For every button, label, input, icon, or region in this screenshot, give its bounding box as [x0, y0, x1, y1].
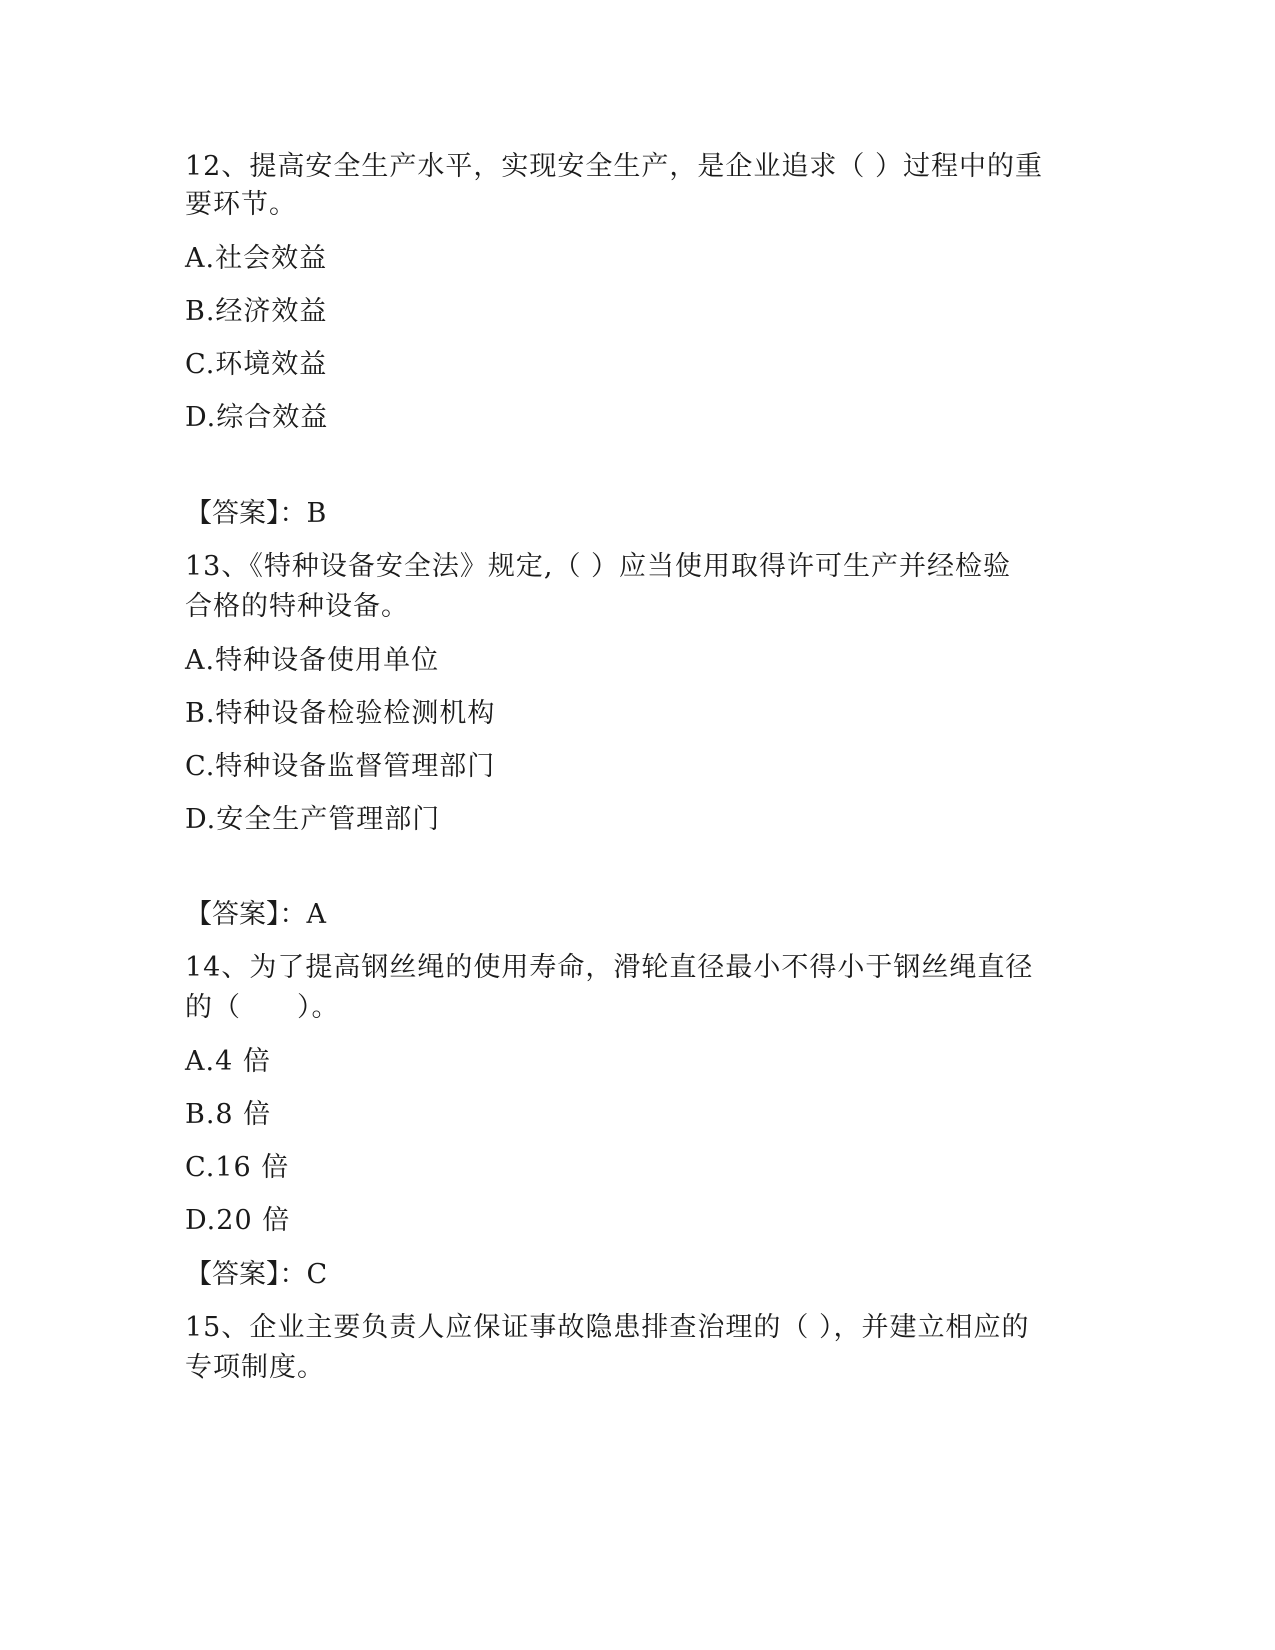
question-13-stem-line-1: 13、《特种设备安全法》规定,（ ）应当使用取得许可生产并经检验	[185, 551, 1012, 582]
question-12-option-b: B.经济效益	[185, 296, 328, 327]
question-12-stem-line-1: 12、提高安全生产水平，实现安全生产，是企业追求（ ）过程中的重	[185, 151, 1043, 182]
answer-label: 【答案】：	[185, 1259, 307, 1290]
question-15-stem-line-2: 专项制度。	[185, 1352, 325, 1383]
question-13-option-c: C.特种设备监督管理部门	[185, 751, 496, 782]
question-14-option-a: A.4 倍	[185, 1046, 271, 1077]
question-14-stem-line-1: 14、为了提高钢丝绳的使用寿命，滑轮直径最小不得小于钢丝绳直径	[185, 952, 1034, 983]
question-13-option-b: B.特种设备检验检测机构	[185, 698, 496, 729]
answer-value: C	[306, 1259, 329, 1290]
question-13-option-a: A.特种设备使用单位	[185, 645, 440, 676]
question-14-option-b: B.8 倍	[185, 1099, 272, 1130]
question-12-option-c: C.环境效益	[185, 349, 328, 380]
question-14-option-d: D.20 倍	[185, 1205, 291, 1236]
question-14-answer	[185, 1258, 328, 1292]
question-15-stem-line-1: 15、企业主要负责人应保证事故隐患排查治理的（ ），并建立相应的	[185, 1312, 1030, 1343]
question-14-option-c: C.16 倍	[185, 1152, 290, 1183]
question-14-stem-line-2: 的（ ）。	[185, 992, 340, 1023]
question-13-option-d: D.安全生产管理部门	[185, 804, 441, 835]
answer-label: 【答案】：	[185, 498, 307, 529]
question-12-answer	[185, 497, 327, 531]
question-12-option-a: A.社会效益	[185, 243, 328, 274]
question-12-option-d: D.综合效益	[185, 402, 329, 433]
question-13-stem-line-2: 合格的特种设备。	[185, 591, 409, 622]
answer-label: 【答案】：	[185, 899, 307, 930]
question-12-stem-line-2: 要环节。	[185, 189, 297, 220]
question-13-answer	[185, 898, 327, 932]
answer-value: A	[306, 899, 327, 930]
answer-value: B	[306, 498, 328, 529]
